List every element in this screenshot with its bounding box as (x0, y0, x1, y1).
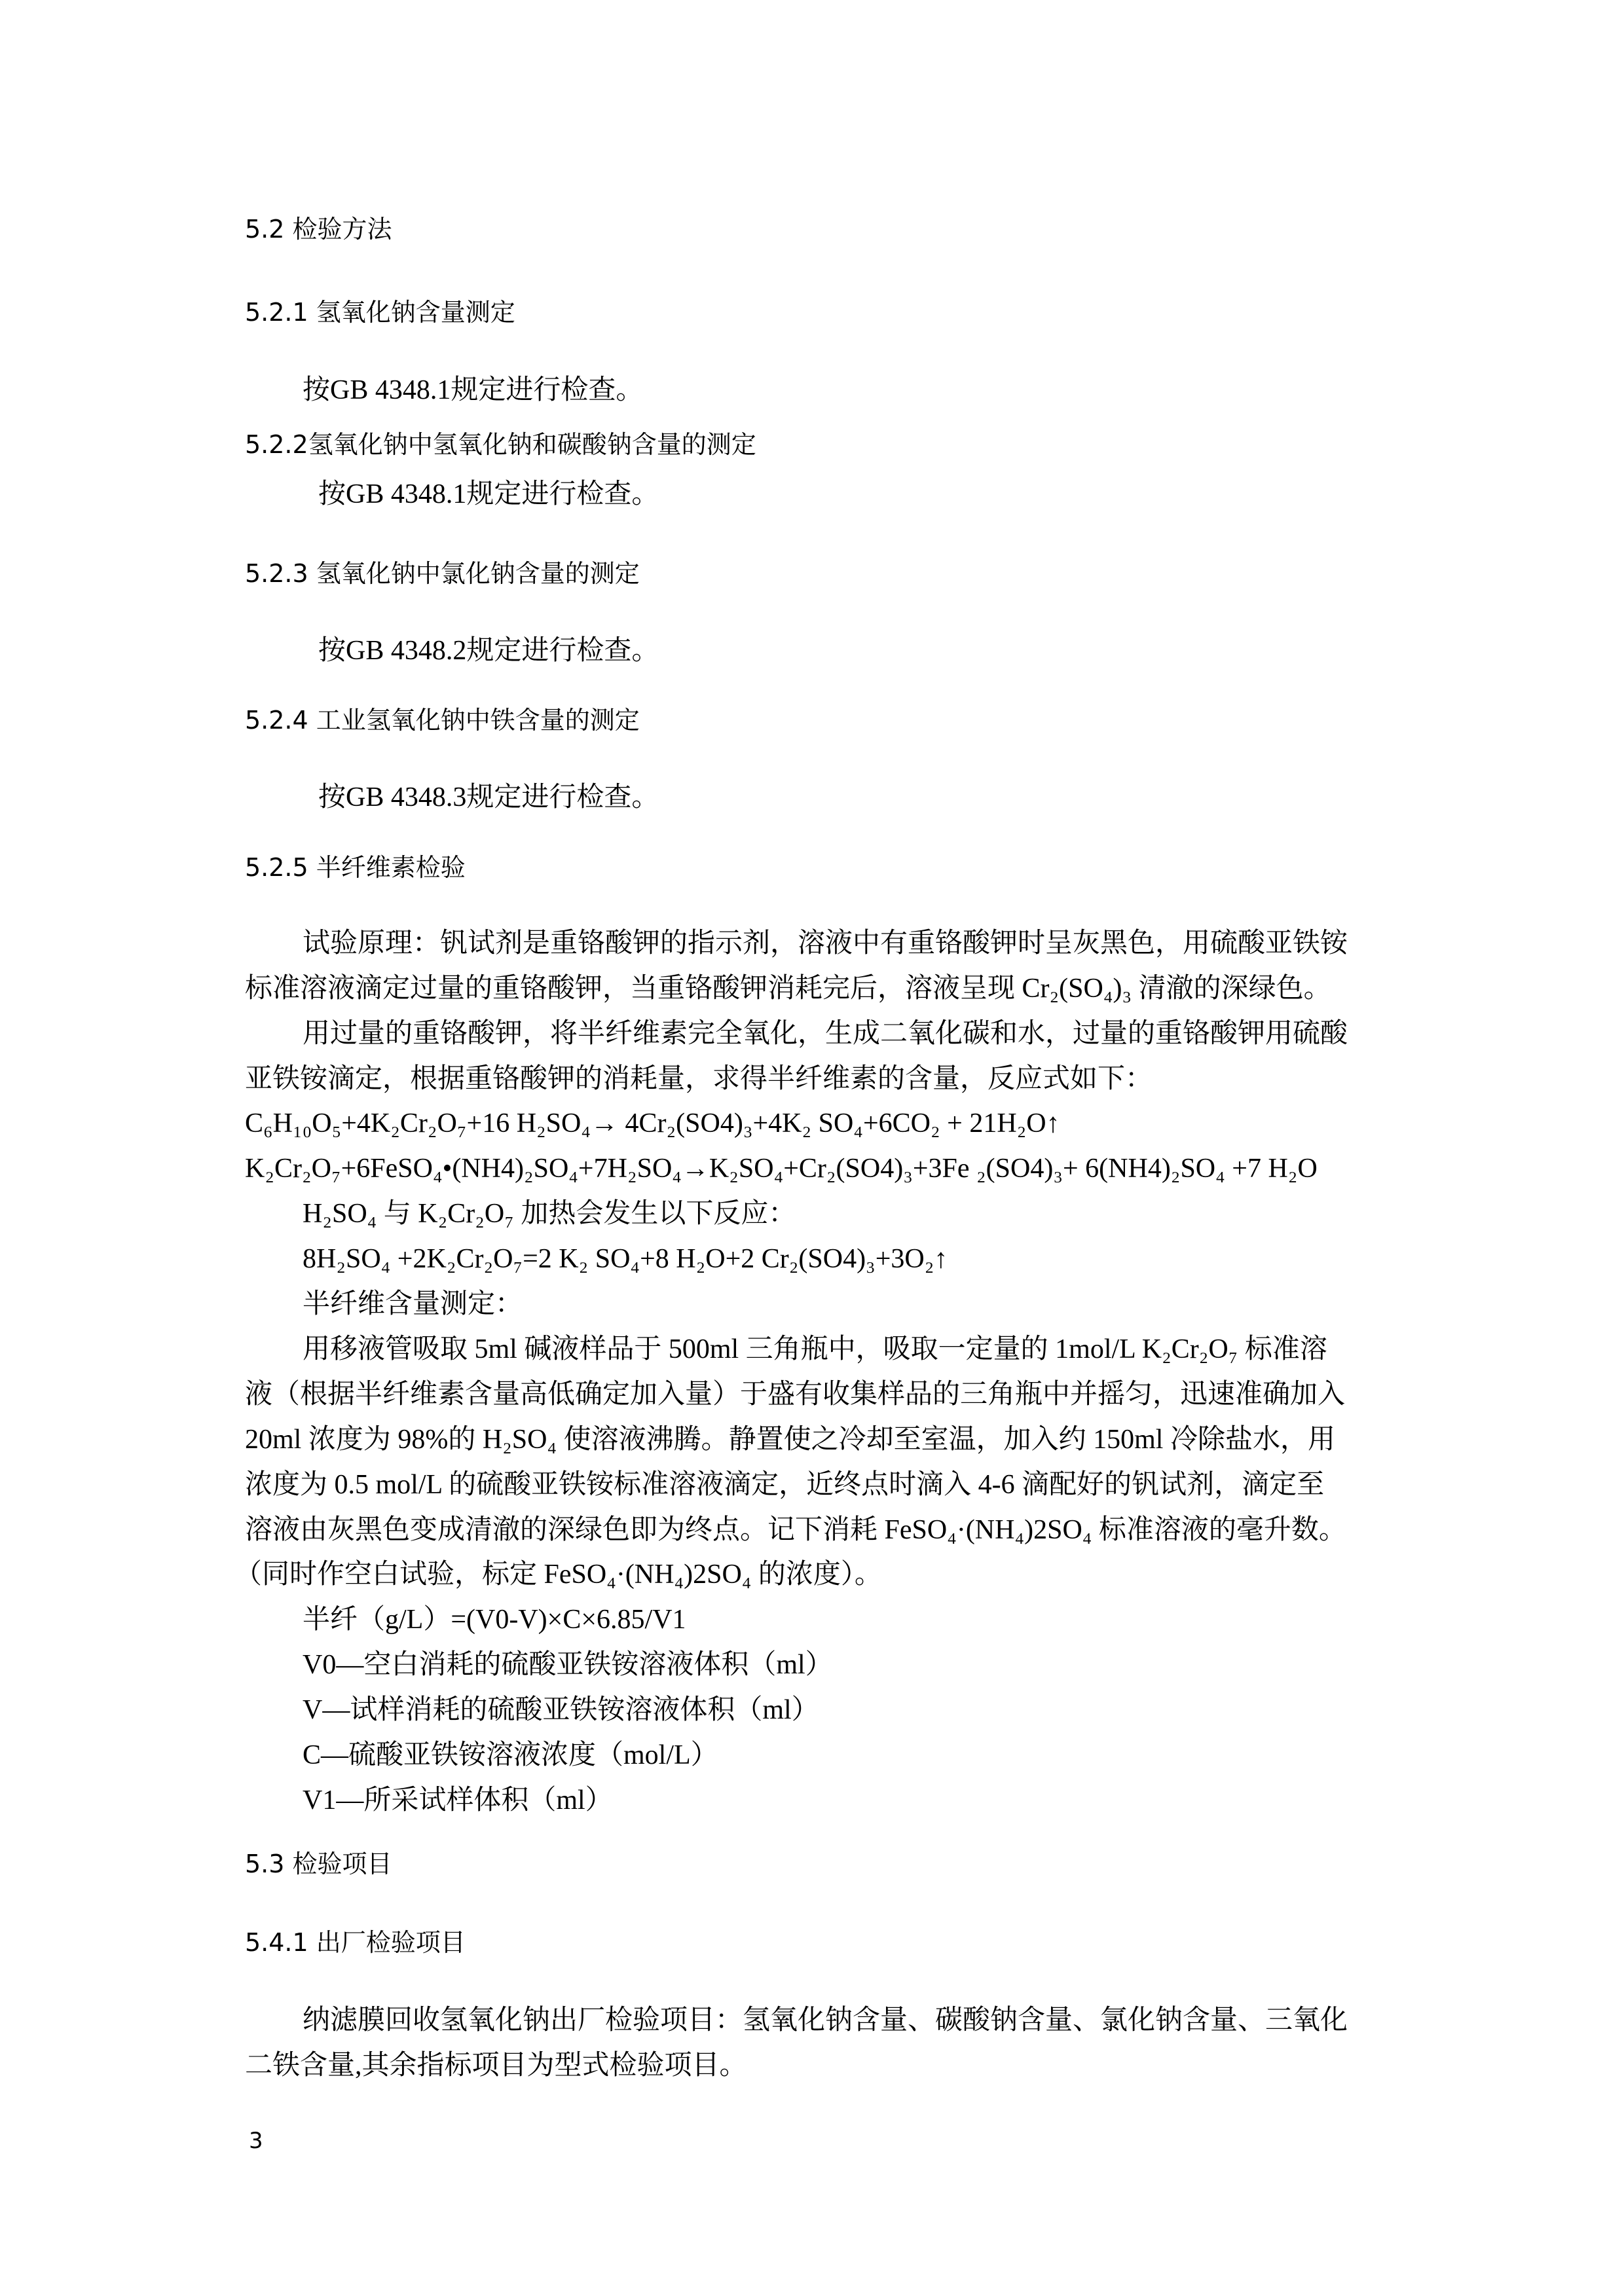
factory-line-2: 二铁含量,其余指标项目为型式检验项目。 (245, 2050, 747, 2081)
principle-line-1: 试验原理：钒试剂是重铬酸钾的指示剂，溶液中有重铬酸钾时呈灰黑色，用硫酸亚铁铵 (303, 928, 1348, 958)
measurement-title: 半纤维含量测定： (303, 1289, 523, 1319)
heading-5-2-3: 5.2.3 氢氧化钠中氯化钠含量的测定 (245, 559, 640, 588)
paragraph-5-2-4: 按GB 4348.3规定进行检查。 (318, 782, 659, 812)
page-number: 3 (249, 2128, 263, 2154)
measurement-line-2: 液（根据半纤维素含量高低确定加入量）于盛有收集样品的三角瓶中并摇匀，迅速准确加入 (245, 1379, 1346, 1410)
heading-5-2-4: 5.2.4 工业氢氧化钠中铁含量的测定 (245, 706, 640, 735)
measurement-line-4: 浓度为 0.5 mol/L 的硫酸亚铁铵标准溶液滴定，近终点时滴入 4-6 滴配好的钒试剂，滴定至 (245, 1470, 1325, 1500)
heading-5-2-2: 5.2.2氢氧化钠中氢氧化钠和碳酸钠含量的测定 (245, 430, 756, 459)
variable-v0: V0—空白消耗的硫酸亚铁铵溶液体积（ml） (303, 1650, 833, 1680)
measurement-line-1: 用移液管吸取 5ml 碱液样品于 500ml 三角瓶中，吸取一定量的 1mol/L K₂Cr₂O₇ 标准溶 (303, 1334, 1327, 1364)
reaction-intro: H₂SO₄ 与 K₂Cr₂O₇ 加热会发生以下反应： (303, 1199, 796, 1229)
factory-line-1: 纳滤膜回收氢氧化钠出厂检验项目：氢氧化钠含量、碳酸钠含量、氯化钠含量、三氧化 (303, 2005, 1348, 2035)
measurement-line-6: （同时作空白试验，标定 FeSO₄·(NH₄)2SO₄ 的浓度）。 (234, 1559, 882, 1590)
heading-5-2-5: 5.2.5 半纤维素检验 (245, 853, 466, 882)
paragraph-5-2-1: 按GB 4348.1规定进行检查。 (303, 375, 644, 405)
oxidation-line-1: 用过量的重铬酸钾，将半纤维素完全氧化，生成二氧化碳和水，过量的重铬酸钾用硫酸 (303, 1019, 1348, 1049)
equation-1: C₆H₁₀O₅+4K₂Cr₂O₇+16 H₂SO₄→ 4Cr₂(SO4)₃+4K₂ SO₄+6CO₂ + 21H₂O↑ (245, 1108, 1060, 1139)
heading-5-3: 5.3 检验项目 (245, 1850, 392, 1878)
paragraph-5-2-2: 按GB 4348.1规定进行检查。 (318, 479, 659, 509)
heading-5-2-1: 5.2.1 氢氧化钠含量测定 (245, 298, 515, 327)
measurement-line-3: 20ml 浓度为 98%的 H₂SO₄ 使溶液沸腾。静置使之冷却至室温，加入约 150ml 冷除盐水，用 (245, 1425, 1335, 1455)
paragraph-5-2-3: 按GB 4348.2规定进行检查。 (318, 636, 659, 666)
equation-3: 8H₂SO₄ +2K₂Cr₂O₇=2 K₂ SO₄+8 H₂O+2 Cr₂(SO4)₃+3O₂↑ (303, 1244, 948, 1274)
variable-v: V—试样消耗的硫酸亚铁铵溶液体积（ml） (303, 1695, 819, 1725)
principle-line-2: 标准溶液滴定过量的重铬酸钾，当重铬酸钾消耗完后，溶液呈现 Cr₂(SO₄)₃ 清澈的深绿色。 (245, 974, 1331, 1004)
measurement-line-5: 溶液由灰黑色变成清澈的深绿色即为终点。记下消耗 FeSO₄·(NH₄)2SO₄ 标准溶液的毫升数。 (245, 1515, 1346, 1545)
heading-5-4-1: 5.4.1 出厂检验项目 (245, 1928, 466, 1957)
heading-5-2: 5.2 检验方法 (245, 215, 392, 244)
oxidation-line-2: 亚铁铵滴定，根据重铬酸钾的消耗量，求得半纤维素的含量，反应式如下： (245, 1064, 1153, 1094)
equation-2: K₂Cr₂O₇+6FeSO₄•(NH4)₂SO₄+7H₂SO₄→K₂SO₄+Cr₂(SO4)₃+3Fe ₂(SO4)₃+ 6(NH4)₂SO₄ +7 H₂O (245, 1154, 1318, 1184)
formula: 半纤（g/L）=(V0-V)×C×6.85/V1 (303, 1605, 686, 1635)
variable-c: C—硫酸亚铁铵溶液浓度（mol/L） (303, 1740, 718, 1770)
variable-v1: V1—所采试样体积（ml） (303, 1785, 613, 1815)
